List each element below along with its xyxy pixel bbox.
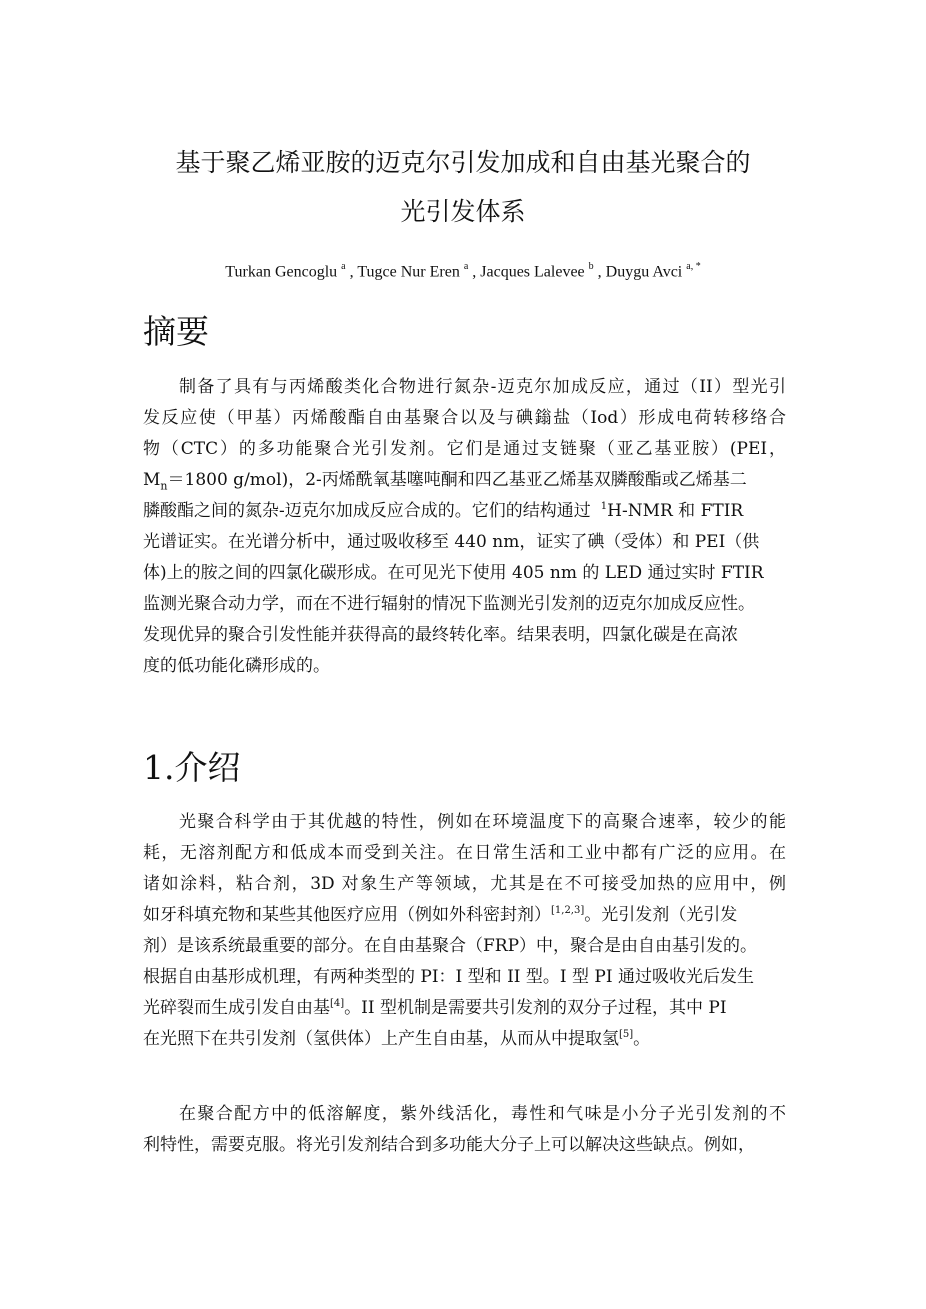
text-line: 利特性，需要克服。将光引发剂结合到多功能大分子上可以解决这些缺点。例如， — [143, 1135, 755, 1155]
author-affiliation: a, * — [686, 261, 701, 272]
citation-ref: [1,2,3] — [551, 905, 585, 916]
mn-subscript: n — [160, 479, 168, 493]
citation-ref: [4] — [330, 998, 345, 1009]
text-line: 体)上的胺之间的四氯化碳形成。在可见光下使用 405 nm 的 LED 通过实时 FTIR — [143, 563, 764, 583]
text-line: 如牙科填充物和某些其他医疗应用（例如外科密封剂）[1,2,3]。光引发剂（光引发 — [143, 905, 738, 925]
author-affiliation: a — [341, 261, 346, 272]
text-line: 耗，无溶剂配方和低成本而受到关注。在日常生活和工业中都有广泛的应用。在 — [143, 843, 786, 863]
author-name: Turkan Gencoglu — [225, 263, 338, 281]
text-line: 在光照下在共引发剂（氢供体）上产生自由基，从而从中提取氢[5]。 — [143, 1029, 651, 1049]
abstract-heading: 摘要 — [143, 312, 209, 351]
intro-paragraph-1 — [143, 807, 786, 1055]
author-name: Tugce Nur Eren — [357, 263, 460, 281]
text-line: 诸如涂料，粘合剂，3D 对象生产等领域，尤其是在不可接受加热的应用中，例 — [143, 874, 786, 894]
text-line: 度的低功能化磷形成的。 — [143, 656, 330, 676]
text-line: 光碎裂而生成引发自由基[4]。II 型机制是需要共引发剂的双分子过程，其中 PI — [143, 998, 727, 1018]
text-line: 根据自由基形成机理，有两种类型的 PI：I 型和 II 型。I 型 PI 通过吸收光后发生 — [143, 967, 754, 987]
intro-heading: 1.介绍 — [143, 748, 241, 787]
author-affiliation: a — [463, 261, 469, 272]
author-affiliation: b — [588, 261, 594, 272]
author-name: Duygu Avci — [605, 263, 683, 281]
text-line: 制备了具有与丙烯酸类化合物进行氮杂-迈克尔加成反应，通过（II）型光引 — [179, 377, 786, 397]
author-list: Turkan Gencoglu $^a$ , Tugce Nur Eren $^a$ , Jacques Lalevee $^b$ , Duygu Avci $^{a, *}$ — [225, 261, 701, 281]
text-line: 剂）是该系统最重要的部分。在自由基聚合（FRP）中，聚合是由自由基引发的。 — [143, 936, 758, 956]
citation-ref: [5] — [619, 1029, 634, 1040]
paper-title-line-1: 基于聚乙烯亚胺的迈克尔引发加成和自由基光聚合的 — [175, 148, 751, 177]
text-line: 膦酸酯之间的氮杂-迈克尔加成反应合成的。它们的结构通过 $^1$H-NMR 和 FTIR — [143, 501, 744, 521]
text-line: 发现优异的聚合引发性能并获得高的最终转化率。结果表明，四氯化碳是在高浓 — [143, 625, 738, 645]
text-line: 在聚合配方中的低溶解度，紫外线活化，毒性和气味是小分子光引发剂的不 — [179, 1104, 786, 1124]
text-line: $M_n=1800$ g/mol)，2-丙烯酰氧基噻吨酮和四乙基亚乙烯基双膦酸酯或乙烯基二 — [143, 470, 747, 493]
text-line: 光谱证实。在光谱分析中，通过吸收移至 440 nm，证实了碘（受体）和 PEI（供 — [143, 532, 760, 552]
mn-symbol: M — [143, 470, 161, 490]
paper-title-line-2: 光引发体系 — [400, 197, 526, 226]
text-line: 发反应使（甲基）丙烯酸酯自由基聚合以及与碘鎓盐（Iod）形成电荷转移络合 — [143, 408, 786, 428]
text-line: 监测光聚合动力学，而在不进行辐射的情况下监测光引发剂的迈克尔加成反应性。 — [143, 594, 755, 614]
nmr-superscript: 1 — [600, 501, 608, 512]
intro-paragraph-2 — [143, 1099, 786, 1161]
author-name: Jacques Lalevee — [480, 263, 585, 281]
abstract-paragraph — [143, 372, 786, 682]
text-line: 光聚合科学由于其优越的特性，例如在环境温度下的高聚合速率，较少的能 — [179, 812, 786, 832]
text-line: 物（CTC）的多功能聚合光引发剂。它们是通过支链聚（亚乙基亚胺）(PEI， — [143, 439, 786, 459]
